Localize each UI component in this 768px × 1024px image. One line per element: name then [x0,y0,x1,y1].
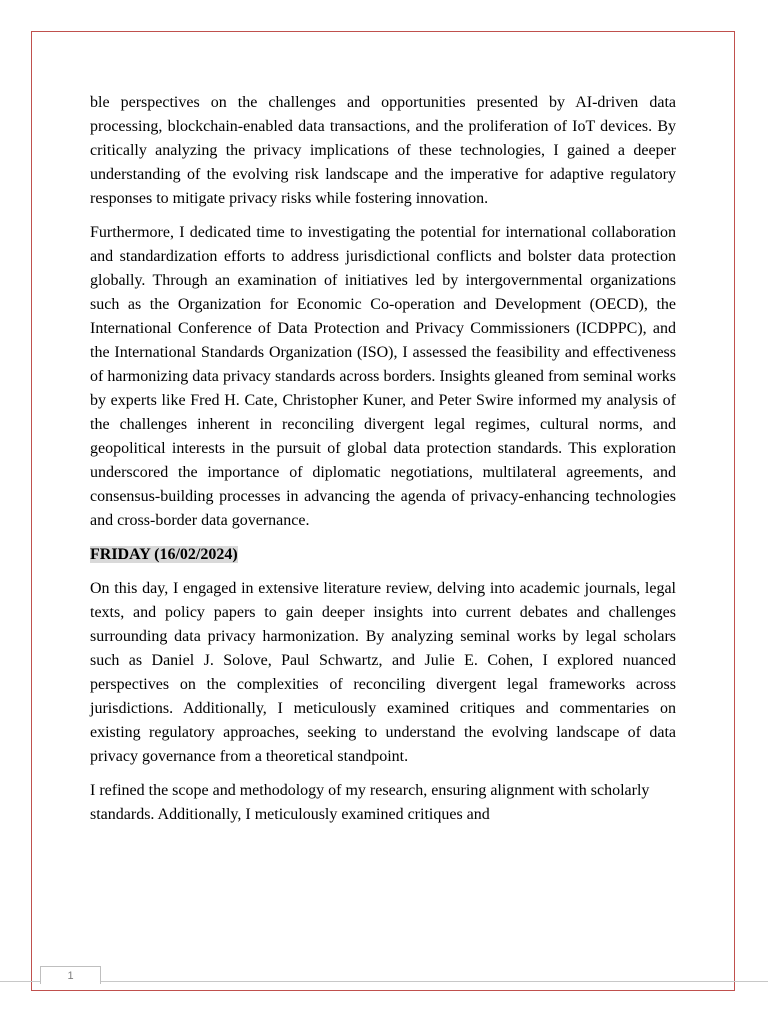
paragraph-international-collaboration: Furthermore, I dedicated time to investigating the potential for international collaboration and standardization efforts to address jurisdictional conflicts and bolster data protection globally. Through an examination of initiatives led by intergovernmental organizations such as the Organization for Economic Co-operation and Development (OECD), the International Conference of Data Protection and Privacy Commissioners (ICDPPC), and the International Standards Organization (ISO), I assessed the feasibility and effectiveness of harmonizing data privacy standards across borders. Insights gleaned from seminal works by experts like Fred H. Cate, Christopher Kuner, and Peter Swire informed my analysis of the challenges inherent in reconciling divergent legal regimes, cultural norms, and geopolitical interests in the pursuit of global data protection standards. This exploration underscored the importance of diplomatic negotiations, multilateral agreements, and consensus-building processes in advancing the agenda of privacy-enhancing technologies and cross-border data governance. [90,224,676,529]
page-number: 1 [67,970,74,982]
paragraph-literature-review: On this day, I engaged in extensive literature review, delving into academic journals, legal texts, and policy papers to gain deeper insights into current debates and challenges surrounding data privacy harmonization. By analyzing seminal works by legal scholars such as Daniel J. Solove, Paul Schwartz, and Julie E. Cohen, I explored nuanced perspectives on the complexities of reconciling divergent legal frameworks across jurisdictions. Additionally, I meticulously examined critiques and commentaries on existing regulatory approaches, seeking to understand the evolving landscape of data privacy governance from a theoretical standpoint. [90,580,676,765]
paragraph-research-scope: I refined the scope and methodology of my research, ensuring alignment with scholarly standards. Additionally, I meticulously examined critiques and [90,782,650,823]
day-heading [90,543,676,567]
paragraph-continuation: ble perspectives on the challenges and opportunities presented by AI-driven data processing, blockchain-enabled data transactions, and the proliferation of IoT devices. By critically analyzing the privacy implications of these technologies, I gained a deeper understanding of the evolving risk landscape and the imperative for adaptive regulatory responses to mitigate privacy risks while fostering innovation. [90,94,676,207]
day-heading-text: FRIDAY (16/02/2024) [90,546,238,563]
footer-divider [0,981,768,982]
page-number-tab [40,966,101,984]
document-body [90,91,676,837]
